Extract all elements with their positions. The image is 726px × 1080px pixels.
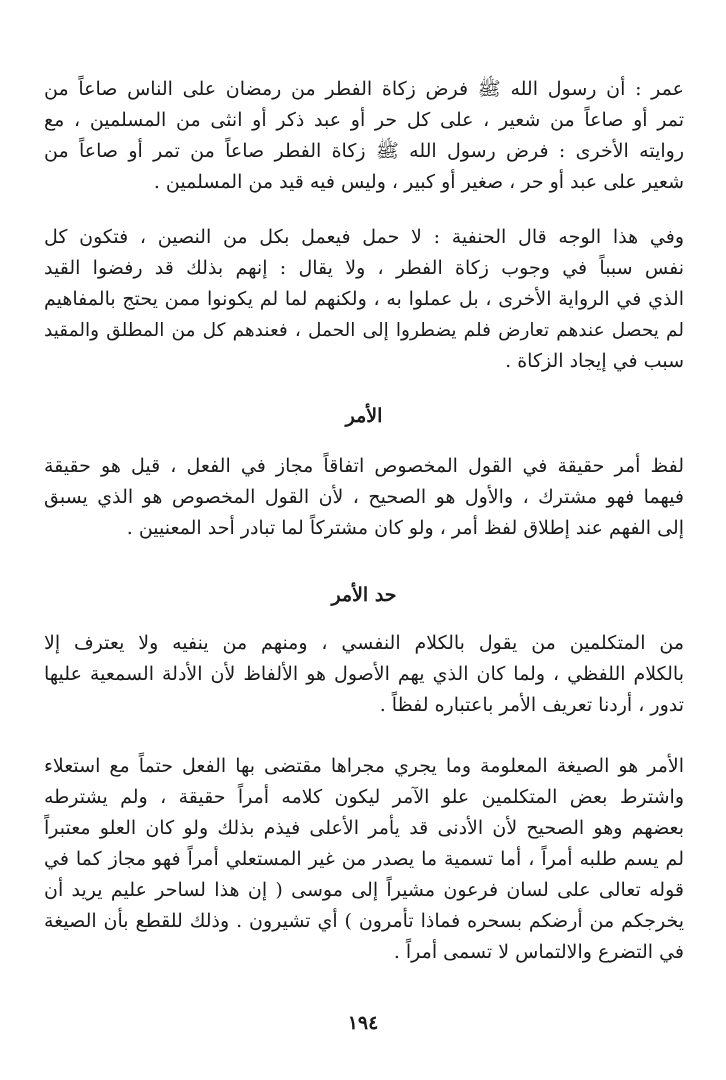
paragraph-zakat-hadith — [44, 74, 684, 198]
text-line: في التضرع والالتماس لا تسمى أمراً . — [393, 941, 684, 963]
text-line: روايته الأخرى : فرض رسول الله ﷺ زكاة الفطر صاعاً من تمر أو صاعاً من — [44, 140, 684, 162]
text-line: بعضهم وهو الصحيح لأن الأدنى قد يأمر الأعلى فيذم بذلك ولو كان العلو معتبراً — [44, 817, 684, 839]
section-heading-amr: الأمر — [345, 405, 383, 427]
paragraph-amr-definition — [44, 451, 684, 544]
paragraph-hanafi-view — [44, 222, 684, 377]
text-line: شعير على عبد أو حر ، صغير أو كبير ، وليس فيه قيد من المسلمين . — [153, 171, 684, 193]
text-line: فيهما فهو مشترك ، والأول هو الصحيح ، لأن القول المخصوص هو الذي يسبق — [44, 486, 684, 508]
text-line: قوله تعالى على لسان فرعون مشيراً إلى موسى ( إن هذا لساحر عليم يريد أن — [44, 879, 684, 901]
text-line: من المتكلمين من يقول بالكلام النفسي ، ومنهم من ينفيه ولا يعترف إلا — [44, 632, 684, 654]
paragraph-amr-sigha — [44, 751, 684, 968]
text-line: يخرجكم من أرضكم بسحره فماذا تأمرون ) أي تشيرون . وذلك للقطع بأن الصيغة — [44, 910, 684, 932]
text-line: إلى الفهم عند إطلاق لفظ أمر ، ولو كان مشتركاً لما تبادر أحد المعنيين . — [126, 517, 684, 539]
text-line: سبب في إيجاد الزكاة . — [505, 350, 684, 372]
text-line: واشترط بعض المتكلمين علو الآمر ليكون كلامه أمراً حقيقة ، ولم يشترطه — [44, 786, 684, 808]
text-line: الأمر هو الصيغة المعلومة وما يجري مجراها مقتضى بها الفعل حتماً مع استعلاء — [44, 755, 684, 777]
text-line: لفظ أمر حقيقة في القول المخصوص اتفاقاً مجاز في الفعل ، قيل هو حقيقة — [44, 455, 684, 477]
text-line: الذي في الرواية الأخرى ، بل عملوا به ، ولكنهم لما لم يكونوا ممن يحتج بالمفاهيم — [44, 288, 684, 310]
text-line: نفس سبباً في وجوب زكاة الفطر ، ولا يقال : إنهم بذلك قد رفضوا القيد — [44, 257, 684, 279]
section-heading-hadd-al-amr: حد الأمر — [331, 584, 397, 606]
paragraph-mutakallimin — [44, 628, 684, 721]
text-line: وفي هذا الوجه قال الحنفية : لا حمل فيعمل بكل من النصين ، فتكون كل — [44, 226, 684, 248]
text-line: تدور ، أردنا تعريف الأمر باعتباره لفظاً . — [379, 694, 684, 716]
text-line: عمر : أن رسول الله ﷺ فرض زكاة الفطر من رمضان على الناس صاعاً من — [44, 78, 684, 100]
text-line: تمر أو صاعاً من شعير ، على كل حر أو عبد ذكر أو انثى من المسلمين ، مع — [44, 109, 684, 131]
text-line: لم يحصل عندهم تعارض فلم يضطروا إلى الحمل ، فعندهم كل من المطلق والمقيد — [44, 320, 684, 341]
text-line: لم يسم طلبه أمراً ، أما تسمية ما يصدر من غير المستعلي أمراً فهو مجاز كما في — [44, 848, 684, 870]
page-number: ١٩٤ — [347, 1012, 379, 1034]
page-body — [44, 74, 684, 1060]
text-line: بالكلام اللفظي ، ولما كان الذي يهم الأصول هو الألفاظ لأن الأدلة السمعية عليها — [44, 663, 684, 685]
